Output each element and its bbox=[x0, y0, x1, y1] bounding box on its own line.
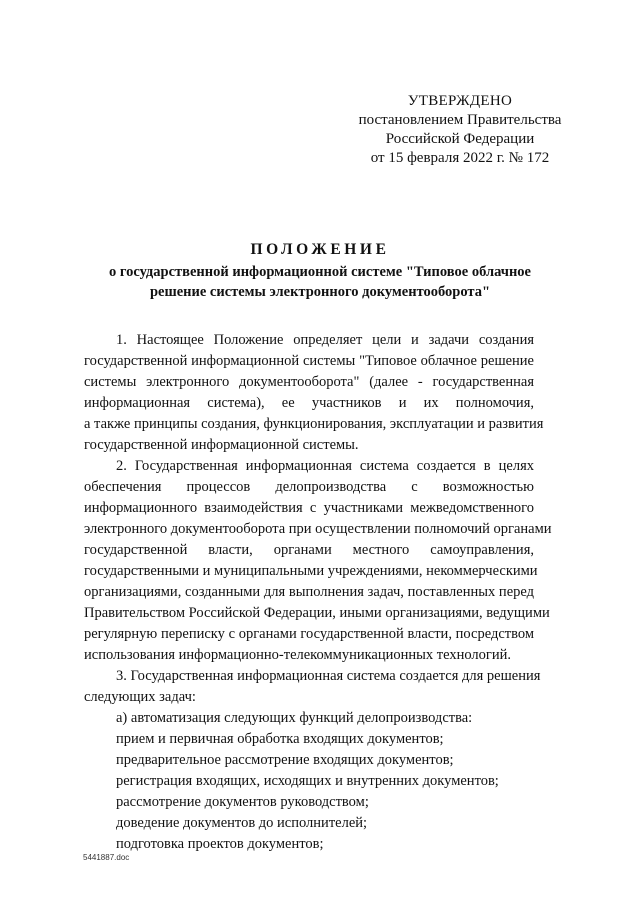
text-line: доведение документов до исполнителей; bbox=[116, 815, 368, 831]
text-line: системы электронного документооборота" (далее - государственная bbox=[84, 374, 534, 390]
text-line: 2. Государственная информационная система создается в целях bbox=[116, 458, 534, 474]
text-line: подготовка проектов документов; bbox=[116, 836, 324, 852]
document-subtitle bbox=[0, 262, 640, 302]
document-body bbox=[84, 330, 552, 855]
text-line: 1. Настоящее Положение определяет цели и задачи создания bbox=[116, 332, 534, 348]
text-line: государственной власти, органами местного самоуправления, bbox=[84, 542, 534, 558]
file-name-footer: 5441887.doc bbox=[83, 853, 130, 862]
text-line: электронного документооборота при осуществлении полномочий органами bbox=[84, 521, 552, 537]
text-line: регистрация входящих, исходящих и внутренних документов; bbox=[116, 773, 499, 789]
text-line: регулярную переписку с органами государственной власти, посредством bbox=[84, 626, 534, 642]
subtitle-line-1: о государственной информационной системе "Типовое облачное bbox=[109, 264, 531, 280]
text-line: информационного взаимодействия с участниками межведомственного bbox=[84, 500, 534, 516]
text-line: рассмотрение документов руководством; bbox=[116, 794, 369, 810]
text-line: прием и первичная обработка входящих документов; bbox=[116, 731, 444, 747]
text-line: предварительное рассмотрение входящих документов; bbox=[116, 752, 454, 768]
subtitle-line-2: решение системы электронного документооборота" bbox=[149, 284, 491, 300]
approval-heading: УТВЕРЖДЕНО bbox=[407, 93, 513, 109]
approval-stamp bbox=[330, 92, 590, 168]
text-line: государственной информационной системы. bbox=[84, 437, 359, 453]
text-line: государственной информационной системы "Типовое облачное решение bbox=[84, 353, 534, 369]
text-line: 3. Государственная информационная система создается для решения bbox=[116, 668, 541, 684]
text-line: обеспечения процессов делопроизводства с возможностью bbox=[84, 479, 534, 495]
text-line: следующих задач: bbox=[84, 689, 196, 705]
text-line: Правительством Российской Федерации, иными организациями, ведущими bbox=[84, 605, 550, 621]
text-line: а также принципы создания, функционирования, эксплуатации и развития bbox=[84, 416, 544, 432]
approval-line-3: от 15 февраля 2022 г. № 172 bbox=[370, 150, 550, 166]
document-title: ПОЛОЖЕНИЕ bbox=[250, 241, 390, 258]
text-line: информационная система), ее участников и их полномочия, bbox=[84, 395, 534, 411]
text-line: организациями, созданными для выполнения задач, поставленных перед bbox=[84, 584, 534, 600]
text-line: государственными и муниципальными учреждениями, некоммерческими bbox=[84, 563, 538, 579]
approval-line-2: Российской Федерации bbox=[385, 131, 535, 147]
approval-line-1: постановлением Правительства bbox=[358, 112, 562, 128]
text-line: а) автоматизация следующих функций делопроизводства: bbox=[116, 710, 473, 726]
text-line: использования информационно-телекоммуникационных технологий. bbox=[84, 647, 511, 663]
